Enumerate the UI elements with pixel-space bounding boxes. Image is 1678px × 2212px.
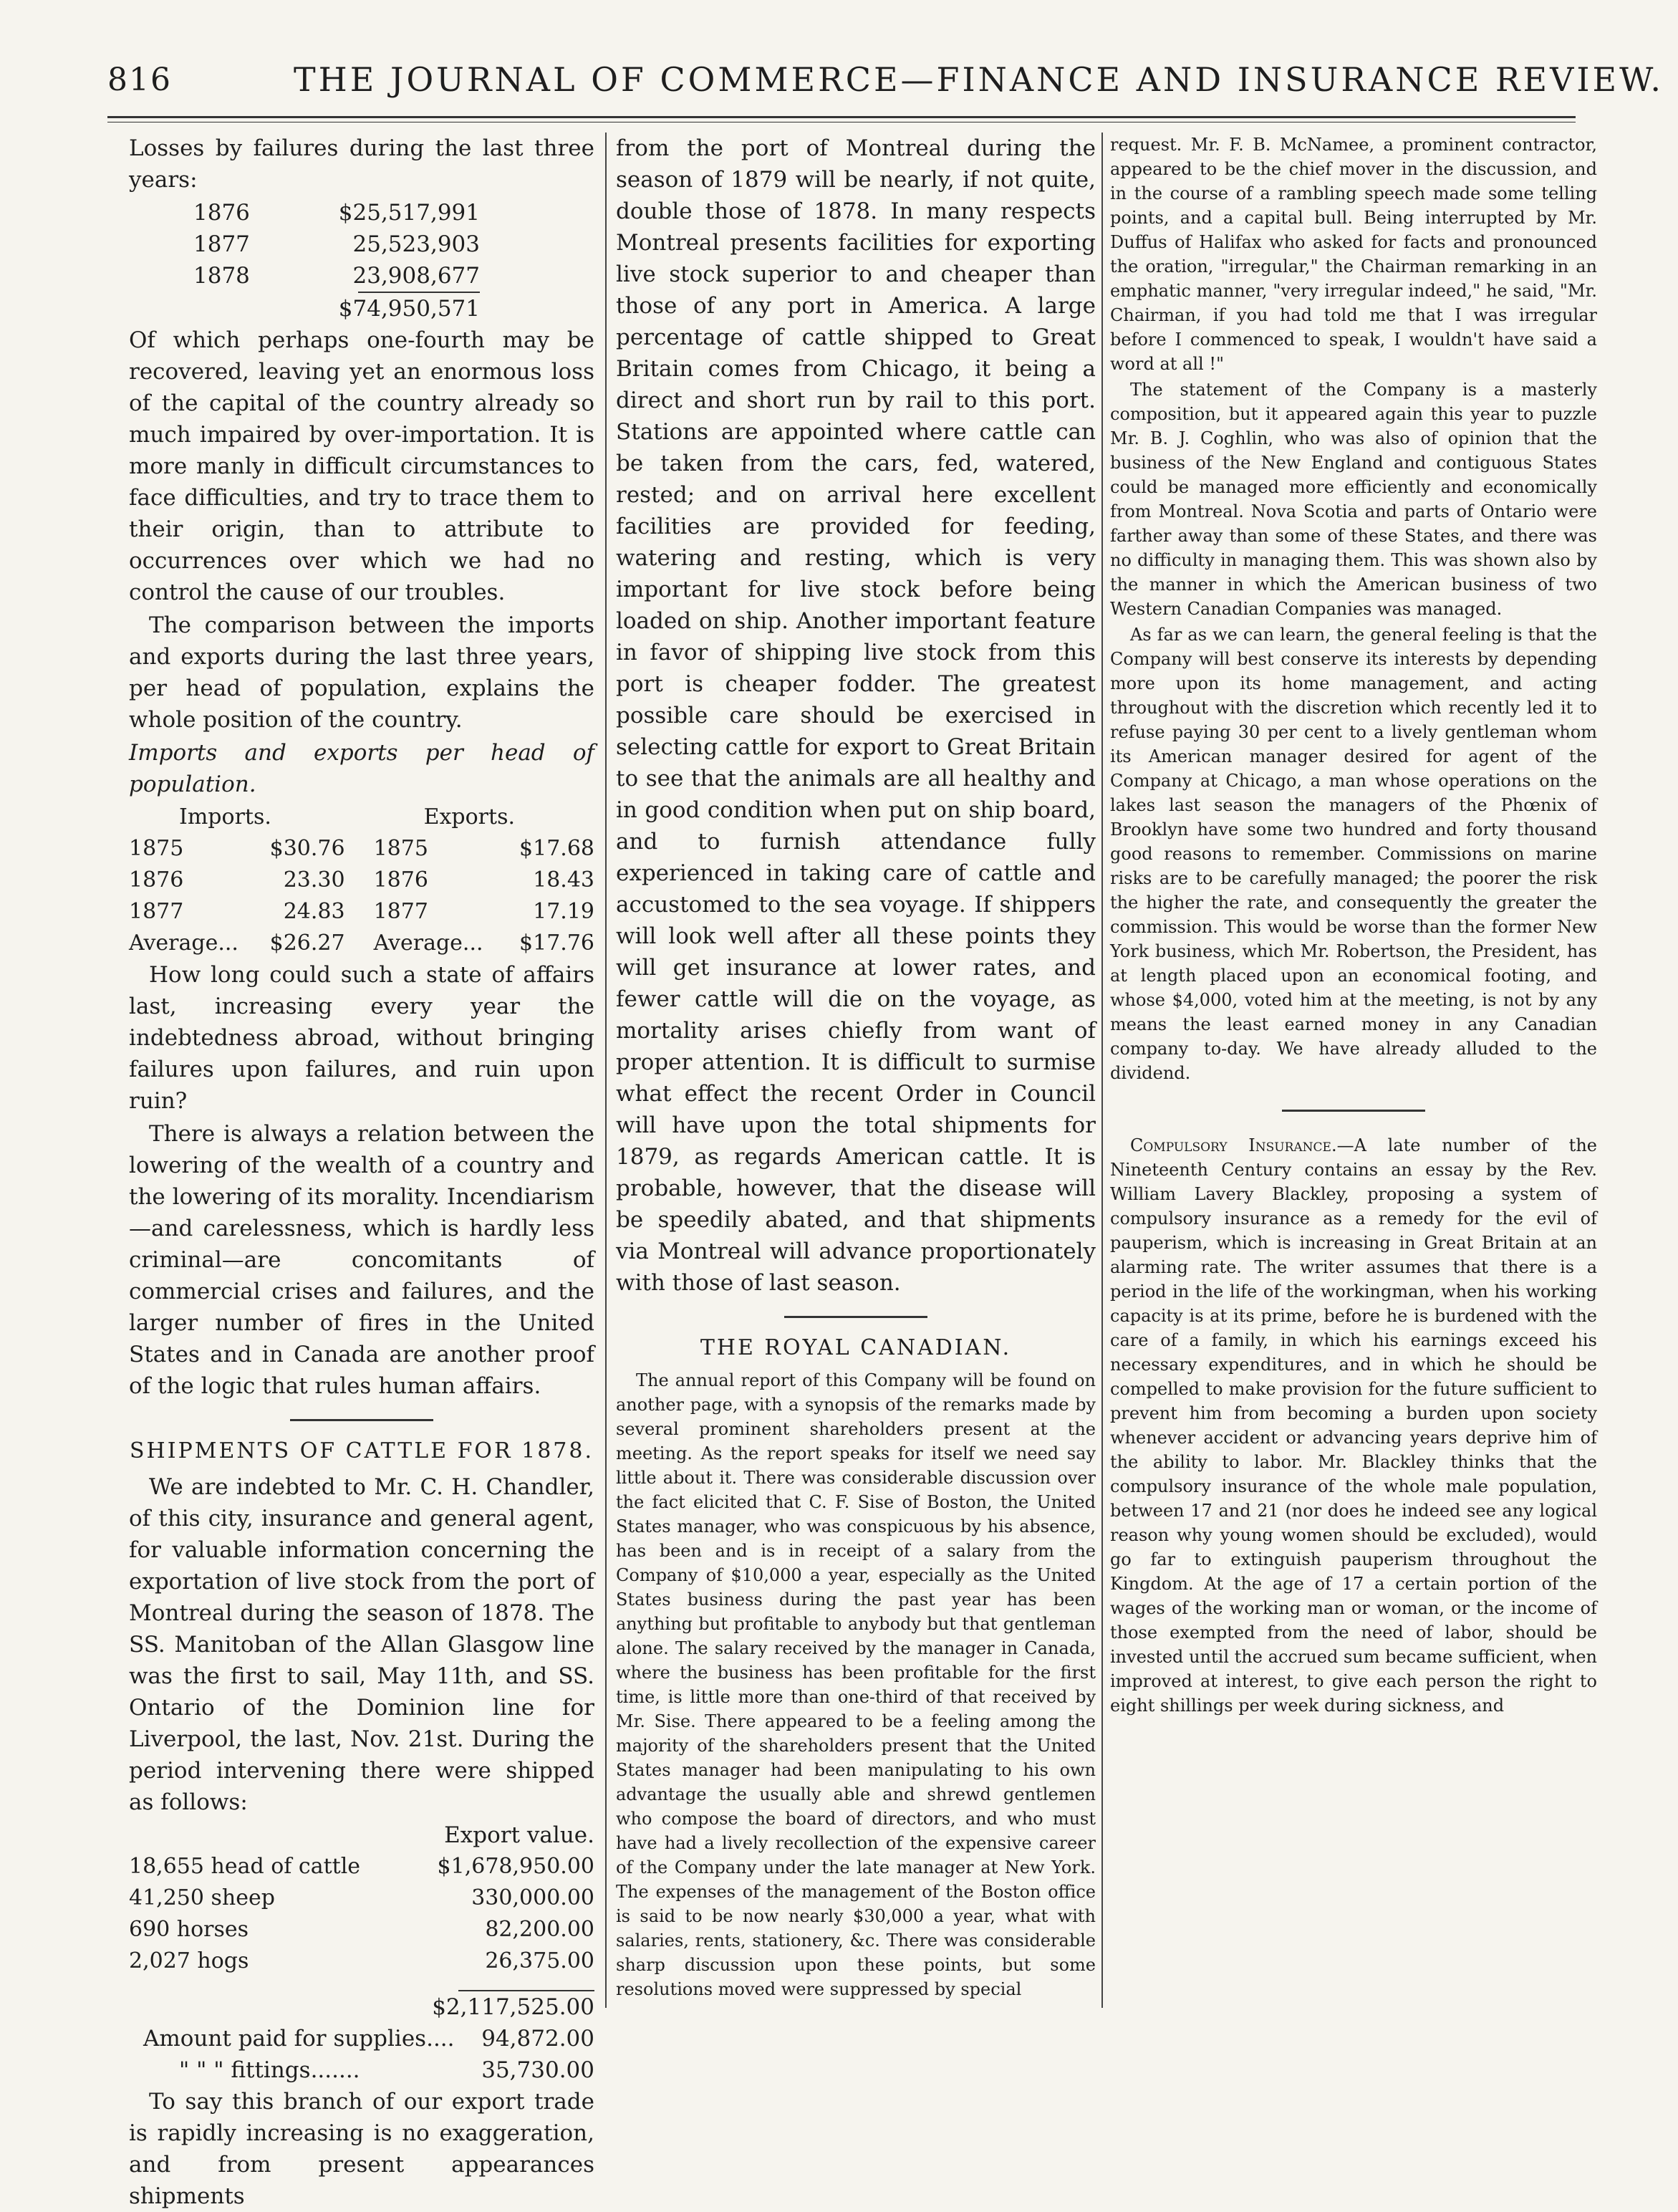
average-row bbox=[129, 928, 594, 959]
import-value: 23.30 bbox=[283, 867, 345, 893]
losses-row bbox=[193, 260, 480, 292]
paragraph: We are indebted to Mr. C. H. Chandler, of this city, insurance and general agent, for valuable information concerning the exportation of live stock from the port of Montreal during the season of 1878. The SS. Manitoban of the Allan Glasgow line was the first to sail, May 11th, and SS. Ontario of the Dominion line for Liverpool, the last, Nov. 21st. During the period intervening there were shipped as follows: bbox=[129, 1474, 594, 1815]
paragraph: There is always a relation between the lowering of the wealth of a country and the lowering of its morality. Incendiarism—and carelessness, which is hardly less criminal—are concomitants of commercial crises and failures, and the larger number of fires in the United States and in Canada are another proof of the logic that rules human affairs. bbox=[129, 1121, 594, 1399]
section-divider bbox=[1282, 1110, 1425, 1112]
paragraph bbox=[1110, 1133, 1597, 1718]
shipments-total-row bbox=[129, 1991, 594, 2023]
paragraph: The comparison between the imports and exports during the last three years, per head of population, explains the whole position of the country. bbox=[129, 612, 594, 733]
imports-exports-table bbox=[129, 802, 594, 959]
column-2 bbox=[616, 133, 1096, 2008]
paragraph: from the port of Montreal during the season of 1879 will be nearly, if not quite, double those of 1878. In many respects Montreal presents facilities for exporting live stock superior to and cheaper than those of any port in America. A large percentage of cattle shipped to Great Britain comes from Chicago, it being a direct and short run by rail to this port. Stations are appointed where cattle can be taken from the cars, fed, watered, rested; and on arrival here excellent facilities are provided for feeding, watering and resting, which is very important for live stock before being loaded on ship. Another important feature in favor of shipping live stock from this port is cheaper fodder. The greatest possible care should be exercised in selecting cattle for export to Great Britain to see that the animals are all healthy and in good condition when put on ship board, and to furnish attendance fully experienced in taking care of cattle and accustomed to the sea voyage. If shippers will look well after all these points they will get insurance at lower rates, and fewer cattle will die on the voyage, as mortality arises chiefly from want of proper attention. It is difficult to surmise what effect the recent Order in Council will have upon the total shipments for 1879, as regards American cattle. It is probable, however, that the disease will be speedily abated, and that shipments via Montreal will advance proportionately with those of last season. bbox=[616, 135, 1096, 1296]
shipment-value: 82,200.00 bbox=[485, 1917, 594, 1942]
column-divider bbox=[605, 133, 607, 2008]
import-year: 1876 bbox=[129, 867, 184, 893]
export-value: 17.19 bbox=[533, 899, 594, 924]
paragraph-body: —A late number of the Nineteenth Century contains an essay by the Rev. William Lavery Blackley, proposing a system of compulsory insurance as a remedy for the evil of pauperism, which is increasing in Great Britain at an alarming rate. The writer assumes that there is a period in the life of the workingman, when his working capacity is at its prime, before he is burdened with the care of a family, in which his earnings exceed his necessary expenditures, and in which he should be compelled to make provision for the future sufficient to prevent him from becoming a burden upon society whenever accident or advancing years deprive him of the ability to labor. Mr. Blackley thinks that the compulsory insurance of the whole male population, between 17 and 21 (nor does he indeed see any logical reason why young women should be excluded), would go far to extinguish pauperism throughout the Kingdom. At the age of 17 a certain portion of the wages of the working man or woman, or the income of those exempted from the need of labor, should be invested until the accrued sum became sufficient, when improved at interest, to give each person the right to eight shillings per week during sickness, and bbox=[1110, 1135, 1597, 1716]
export-value-header bbox=[129, 1819, 594, 1851]
shipment-value: $1,678,950.00 bbox=[437, 1854, 594, 1879]
shipments-total: $2,117,525.00 bbox=[432, 1994, 594, 2020]
losses-amount: $25,517,991 bbox=[338, 200, 480, 226]
paragraph: Of which perhaps one-fourth may be recovered, leaving yet an enormous loss of the capital of the country already so much impaired by over-importation. It is more manly in difficult circumstances to face difficulties, and try to trace them to their origin, than to attribute to occurrences over which we had no control the cause of our troubles. bbox=[129, 327, 594, 605]
table-header-row bbox=[129, 802, 594, 833]
column-divider bbox=[1101, 133, 1103, 2008]
supplies-row bbox=[129, 2023, 594, 2054]
average-imports: $26.27 bbox=[269, 931, 345, 956]
shipment-item: 18,655 head of cattle bbox=[129, 1854, 361, 1879]
exports-header: Exports. bbox=[423, 804, 516, 830]
shipment-value: 330,000.00 bbox=[471, 1885, 594, 1910]
losses-intro: Losses by failures during the last three years: bbox=[129, 135, 594, 193]
export-value: 18.43 bbox=[533, 867, 594, 893]
table-row bbox=[129, 833, 594, 865]
table-row bbox=[129, 865, 594, 896]
losses-amount: 25,523,903 bbox=[352, 231, 480, 257]
losses-row bbox=[193, 197, 480, 229]
section-divider bbox=[784, 1316, 927, 1318]
export-year: 1876 bbox=[373, 867, 428, 893]
section-divider bbox=[290, 1419, 433, 1421]
header-rule bbox=[107, 116, 1576, 118]
losses-table bbox=[129, 197, 480, 324]
paragraph: The annual report of this Company will be found on another page, with a synopsis of the remarks made by several prominent shareholders present at the meeting. As the report speaks for itself we need say little about it. There was considerable discussion over the fact elicited that C. F. Sise of Boston, the United States manager, who was conspicuous by his absence, has been and is in receipt of a salary from the Company of $10,000 a year, especially as the United States business during the past year has been anything but profitable to anybody but that gentleman alone. The salary received by the manager in Canada, where the business has been profitable for the first time, is little more than one-third of that received by Mr. Sise. There appeared to be a feeling among the majority of the shareholders present that the United States manager had been manipulating to his own advantage the usually able and shrewd gentlemen who compose the board of directors, and who must have had a lively recollection of the expensive career of the Company under the late manager at New York. The expenses of the management of the Boston office is said to be now nearly $30,000 a year, what with salaries, rents, stationery, &c. There was considerable sharp discussion upon these points, but some resolutions moved were suppressed by special bbox=[616, 1370, 1096, 1999]
losses-total: $74,950,571 bbox=[338, 296, 480, 322]
page-number: 816 bbox=[107, 62, 172, 98]
table-caption: Imports and exports per head of population. bbox=[129, 740, 594, 797]
losses-row bbox=[193, 229, 480, 260]
table-row bbox=[129, 896, 594, 928]
losses-year: 1878 bbox=[193, 263, 250, 289]
paragraph: The statement of the Company is a masterly composition, but it appeared again this year to puzzle Mr. B. J. Coghlin, who was also of opinion that the business of the New England and contiguous States could be managed more efficiently and economically from Montreal. Nova Scotia and parts of Ontario were farther away than some of these States, and there was no difficulty in managing them. This was shown also by the manner in which the American business of two Western Canadian Companies was managed. bbox=[1110, 380, 1597, 619]
shipment-item: 690 horses bbox=[129, 1917, 249, 1942]
import-value: 24.83 bbox=[283, 899, 345, 924]
export-value: $17.68 bbox=[519, 836, 594, 861]
shipment-item: 2,027 hogs bbox=[129, 1948, 249, 1973]
page-header bbox=[107, 56, 1664, 113]
fittings-value: 35,730.00 bbox=[481, 2057, 594, 2083]
paragraph: To say this branch of our export trade is rapidly increasing is no exaggeration, and from present appearances shipments bbox=[129, 2089, 594, 2209]
losses-total-row bbox=[193, 293, 480, 324]
import-year: 1877 bbox=[129, 899, 184, 924]
import-value: $30.76 bbox=[269, 836, 345, 861]
paragraph: How long could such a state of affairs last, increasing every year the indebtedness abroad, without bringing failures upon failures, and ruin upon ruin? bbox=[129, 962, 594, 1114]
export-year: 1877 bbox=[373, 899, 428, 924]
column-3 bbox=[1110, 133, 1597, 2008]
column-1 bbox=[129, 133, 594, 2209]
running-title: THE JOURNAL OF COMMERCE—FINANCE AND INSURANCE REVIEW. bbox=[294, 60, 1664, 99]
losses-amount: 23,908,677 bbox=[352, 263, 480, 289]
export-value-label: Export value. bbox=[444, 1822, 594, 1848]
supplies-label: Amount paid for supplies.... bbox=[143, 2026, 455, 2052]
average-exports: $17.76 bbox=[519, 931, 594, 956]
paragraph-lead: Compulsory Insurance. bbox=[1130, 1135, 1337, 1155]
section-headline: THE ROYAL CANADIAN. bbox=[700, 1335, 1012, 1360]
shipment-item: 41,250 sheep bbox=[129, 1885, 275, 1910]
paragraph: As far as we can learn, the general feeling is that the Company will best conserve its interests by depending more upon its home management, and acting throughout with the discretion which recently led it to refuse paying 30 per cent to a lively gentleman whom its American manager desired for agent of the Company at Chicago, a man whose operations on the lakes last season the managers of the Phœnix of Brooklyn have some two hundred and forty thousand good reasons to remember. Commissions on marine risks are to be carefully managed; the poorer the risk the higher the rate, and consequently the greater the commission. This would be worse than the former New York business, which Mr. Robertson, the President, has at length placed upon an economical footing, and whose $4,000, voted him at the meeting, is not by any means the least earned money in any Canadian company to-day. We have already alluded to the dividend. bbox=[1110, 625, 1597, 1083]
fittings-label: " " " fittings....... bbox=[179, 2057, 360, 2083]
table-row bbox=[129, 1851, 594, 1882]
shipments-table bbox=[129, 1851, 594, 1977]
table-row bbox=[129, 1946, 594, 1977]
shipment-value: 26,375.00 bbox=[485, 1948, 594, 1973]
section-headline: SHIPMENTS OF CATTLE FOR 1878. bbox=[130, 1438, 594, 1463]
average-label: Average... bbox=[129, 931, 238, 956]
fittings-row bbox=[129, 2054, 594, 2086]
supplies-value: 94,872.00 bbox=[481, 2026, 594, 2052]
average-label: Average... bbox=[373, 931, 483, 956]
imports-header: Imports. bbox=[179, 804, 271, 830]
paragraph: request. Mr. F. B. McNamee, a prominent contractor, appeared to be the chief mover in the discussion, and in the course of a rambling speech made some telling points, and a capital bull. Being interrupted by Mr. Duffus of Halifax who asked for facts and pronounced the oration, "irregular," the Chairman remarking in an emphatic manner, "very irregular indeed," he said, "Mr. Chairman, if you had told me that I was irregular before I commenced to speak, I wouldn't have said a word at all !" bbox=[1110, 135, 1597, 374]
losses-year: 1877 bbox=[193, 231, 250, 257]
losses-year: 1876 bbox=[193, 200, 250, 226]
table-row bbox=[129, 1882, 594, 1914]
export-year: 1875 bbox=[373, 836, 428, 861]
table-row bbox=[129, 1914, 594, 1946]
import-year: 1875 bbox=[129, 836, 184, 861]
